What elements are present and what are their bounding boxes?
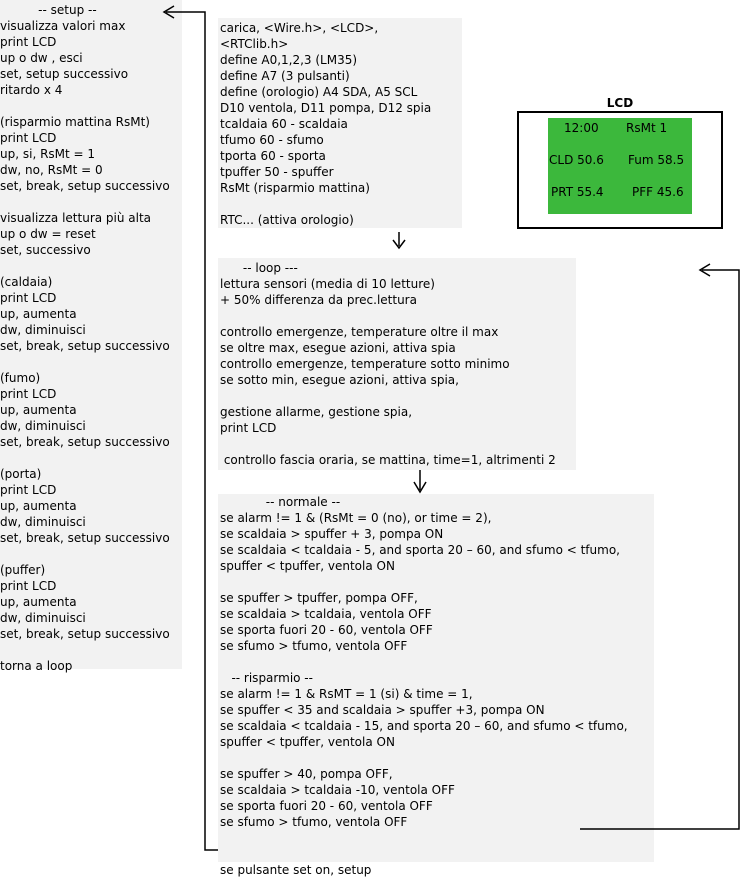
setup-line: torna a loop [0,659,73,673]
setup-line: print LCD [0,579,57,593]
setup-line: up, aumenta [0,403,77,417]
control-line: spuffer < tpuffer, ventola ON [220,735,395,749]
control-line: se sfumo > tfumo, ventola OFF [220,815,408,829]
setup-line: dw, no, RsMt = 0 [0,163,103,177]
control-line: se spuffer > tpuffer, pompa OFF, [220,591,418,605]
setup-line: up, aumenta [0,595,77,609]
control-line: se sporta fuori 20 - 60, ventola OFF [220,799,433,813]
loop-line: se sotto min, esegue azioni, attiva spia, [220,373,459,387]
arrow-control-to-setup [166,12,218,850]
setup-line: -- setup -- [0,3,97,17]
setup-line: (risparmio mattina RsMt) [0,115,150,129]
init-line: RTC... (attiva orologio) [220,213,354,227]
setup-line: (puffer) [0,563,46,577]
setup-line: ritardo x 4 [0,83,63,97]
setup-line: dw, diminuisci [0,323,86,337]
loop-line: se oltre max, esegue azioni, attiva spia [220,341,456,355]
control-line: se alarm != 1 & RsMT = 1 (si) & time = 1, [220,687,473,701]
loop-line: print LCD [220,421,277,435]
lcd-time: 12:00 [564,121,599,135]
loop-line: controllo emergenze, temperature oltre il max [220,325,499,339]
setup-line: visualizza lettura più alta [0,211,152,225]
control-line: -- normale -- [220,495,341,509]
lcd-fum: Fum 58.5 [628,153,685,167]
setup-line: set, break, setup successivo [0,179,170,193]
init-line: define A0,1,2,3 (LM35) [220,53,358,67]
init-line: tcaldaia 60 - scaldaia [220,117,348,131]
setup-line: (caldaia) [0,275,53,289]
lcd-title: LCD [606,96,634,110]
setup-line: dw, diminuisci [0,515,86,529]
setup-line: set, setup successivo [0,67,129,81]
setup-line: print LCD [0,35,57,49]
control-line: se sporta fuori 20 - 60, ventola OFF [220,623,433,637]
setup-line: up o dw , esci [0,51,83,65]
setup-line: (fumo) [0,371,41,385]
control-line: spuffer < tpuffer, ventola ON [220,559,395,573]
control-line: se scaldaia < tcaldaia - 5, and sporta 20 – 60, and sfumo < tfumo, [220,543,620,557]
loop-line: gestione allarme, gestione spia, [220,405,413,419]
loop-line: -- loop --- [220,261,298,275]
control-line: se scaldaia > tcaldaia -10, ventola OFF [220,783,455,797]
setup-line: set, break, setup successivo [0,435,170,449]
lcd-rsmt: RsMt 1 [626,121,668,135]
control-line: se spuffer > 40, pompa OFF, [220,767,393,781]
setup-line: up, aumenta [0,307,77,321]
init-line: RsMt (risparmio mattina) [220,181,370,195]
setup-line: up, si, RsMt = 1 [0,147,96,161]
control-line: se scaldaia > tcaldaia, ventola OFF [220,607,432,621]
setup-line: set, break, setup successivo [0,531,170,545]
control-line: se sfumo > tfumo, ventola OFF [220,639,408,653]
setup-line: set, break, setup successivo [0,627,170,641]
setup-line: visualizza valori max [0,19,126,33]
control-line: se scaldaia < tcaldaia - 15, and sporta 20 – 60, and sfumo < tfumo, [220,719,628,733]
control-line: se scaldaia > spuffer + 3, pompa ON [220,527,444,541]
control-line: se spuffer < 35 and scaldaia > spuffer +3, pompa ON [220,703,545,717]
setup-line: print LCD [0,131,57,145]
lcd-cld: CLD 50.6 [549,153,604,167]
setup-line: set, break, setup successivo [0,339,170,353]
init-line: define (orologio) A4 SDA, A5 SCL [220,85,418,99]
init-line: tfumo 60 - sfumo [220,133,324,147]
setup-line: set, successivo [0,243,91,257]
setup-line: print LCD [0,291,57,305]
loop-line: controllo fascia oraria, se mattina, time=1, altrimenti 2 [220,453,556,467]
setup-line: dw, diminuisci [0,419,86,433]
init-line: carica, <Wire.h>, <LCD>, [220,21,379,35]
setup-line: up o dw = reset [0,227,96,241]
lcd-pff: PFF 45.6 [632,185,684,199]
init-line: define A7 (3 pulsanti) [220,69,350,83]
setup-line: print LCD [0,387,57,401]
init-line: tporta 60 - sporta [220,149,326,163]
loop-line: lettura sensori (media di 10 letture) [220,277,435,291]
control-line: -- risparmio -- [220,671,313,685]
control-line: se pulsante set on, setup [220,863,372,877]
loop-line: controllo emergenze, temperature sotto minimo [220,357,510,371]
init-line: <RTClib.h> [220,37,289,51]
init-line: tpuffer 50 - spuffer [220,165,334,179]
loop-line: + 50% differenza da prec.lettura [220,293,417,307]
control-line: se alarm != 1 & (RsMt = 0 (no), or time = 2), [220,511,492,525]
init-line: D10 ventola, D11 pompa, D12 spia [220,101,432,115]
setup-line: up, aumenta [0,499,77,513]
setup-line: print LCD [0,483,57,497]
lcd-prt: PRT 55.4 [551,185,604,199]
arrow-control-to-loop [580,270,739,829]
setup-line: dw, diminuisci [0,611,86,625]
setup-line: (porta) [0,467,42,481]
